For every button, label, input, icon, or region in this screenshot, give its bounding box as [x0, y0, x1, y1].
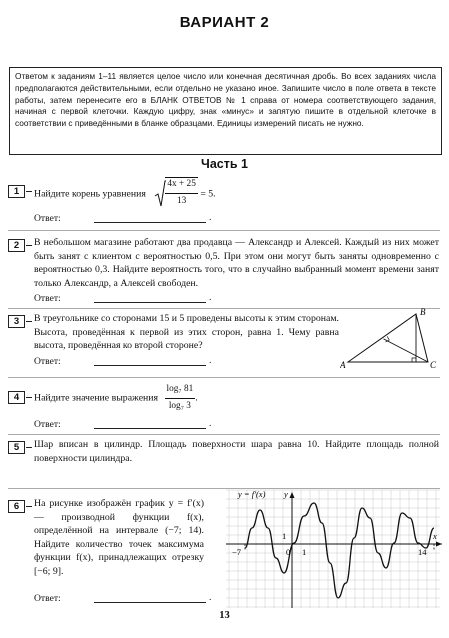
- task-1-prompt: Найдите корень уравнения: [34, 188, 146, 200]
- axes: [226, 492, 442, 608]
- answer-line[interactable]: [94, 222, 206, 223]
- answer-end: .: [209, 355, 212, 366]
- answer-line[interactable]: [94, 302, 206, 303]
- part-title: Часть 1: [201, 157, 248, 171]
- triangle-figure: [340, 306, 440, 374]
- y-axis-label: y: [284, 489, 288, 499]
- answer-end: .: [209, 212, 212, 223]
- task-1-radical: [154, 180, 198, 208]
- task-4-end: .: [195, 392, 198, 404]
- task-1-text: [34, 180, 294, 208]
- x-one-label: 1: [302, 547, 307, 557]
- answer-3: [34, 355, 212, 367]
- x-axis-label: x: [433, 531, 437, 541]
- task-number-3: 3: [8, 315, 25, 328]
- vertex-c-label: C: [430, 360, 437, 370]
- tick-left-label: −7: [232, 547, 242, 557]
- task-1-radicand-den: 13: [176, 195, 187, 206]
- task-4-numerator: log₇ 81: [165, 383, 196, 399]
- graph-grid: [226, 490, 440, 608]
- task-number-5: 5: [8, 441, 25, 454]
- task-5-text: Шар вписан в цилиндр. Площадь поверхности шара равна 10. Найдите площадь полной поверхности цилиндра.: [34, 439, 439, 464]
- answer-line[interactable]: [94, 602, 206, 603]
- task-2-text: В небольшом магазине работают два продавца — Александр и Алексей. Каждый из них может быть занят с клиентом с вероятностью 0,5. При этом они могут быть заняты одновременно с вероятностью 0,3. Найдите вероятность того, что в случайно выбранный момент времени занят только Александр, а Алексей свободен.: [34, 237, 439, 289]
- answer-label: Ответ:: [34, 356, 61, 367]
- separator: [8, 434, 440, 435]
- task-3-text: В треугольнике со сторонами 15 и 5 проведены высоты к этим сторонам. Высота, проведённая к первой из этих сторон, равна 1. Чему равна высота, проведённая ко второй стороне?: [34, 313, 339, 352]
- answer-1: [34, 212, 212, 224]
- y-one-label: 1: [282, 531, 287, 541]
- origin-label: 0: [286, 547, 291, 557]
- answer-label: Ответ:: [34, 293, 61, 304]
- task-number-1: 1: [8, 185, 25, 198]
- variant-title: ВАРИАНТ 2: [179, 14, 270, 31]
- task-number-6: 6: [8, 500, 25, 513]
- vertex-a-label: A: [340, 360, 346, 370]
- instructions-box: Ответом к заданиям 1–11 является целое число или конечная десятичная дробь. Во всех заданиях числа предполагаются действительными, если отдельно не указано иное. Запишите число в поле ответа в тексте работы, затем перенесите его в БЛАНК ОТВЕТОВ № 1 справа от номера соответствующего задания, начиная с первой клеточки. Каждую цифру, знак «минус» и запятую пишите в отдельной клеточке в соответствии с приведёнными в бланке образцами. Единицы измерений писать не нужно.: [9, 67, 442, 155]
- task-number-4: 4: [8, 391, 25, 404]
- derivative-graph: [222, 488, 446, 612]
- task-number-2: 2: [8, 239, 25, 252]
- answer-line[interactable]: [94, 428, 206, 429]
- answer-label: Ответ:: [34, 593, 61, 604]
- answer-label: Ответ:: [34, 419, 61, 430]
- tick-right-label: 14: [418, 547, 427, 557]
- answer-end: .: [209, 418, 212, 429]
- vertex-b-label: B: [420, 307, 426, 317]
- answer-line[interactable]: [94, 365, 206, 366]
- answer-end: .: [209, 292, 212, 303]
- task-6-text: На рисунке изображён график y = f′(x) — производной функции f(x), определённой на интервале (−7; 14). Найдите количество точек максимума функции f(x), принадлежащих отрезку [−6; 9].: [34, 498, 204, 577]
- answer-4: [34, 418, 212, 430]
- answer-6: [34, 592, 212, 604]
- curve-label: y = f′(x): [238, 489, 266, 499]
- task-4-prompt: Найдите значение выражения: [34, 392, 159, 404]
- task-4-text: [34, 383, 334, 413]
- separator: [8, 377, 440, 378]
- page-number: 13: [219, 610, 230, 621]
- task-4-denominator: log₇ 3: [168, 400, 191, 411]
- task-1-radicand-num: 4x + 25: [165, 178, 198, 194]
- answer-end: .: [209, 592, 212, 603]
- task-1-rhs: = 5.: [200, 188, 216, 200]
- answer-2: [34, 292, 212, 304]
- separator: [8, 230, 440, 231]
- answer-label: Ответ:: [34, 213, 61, 224]
